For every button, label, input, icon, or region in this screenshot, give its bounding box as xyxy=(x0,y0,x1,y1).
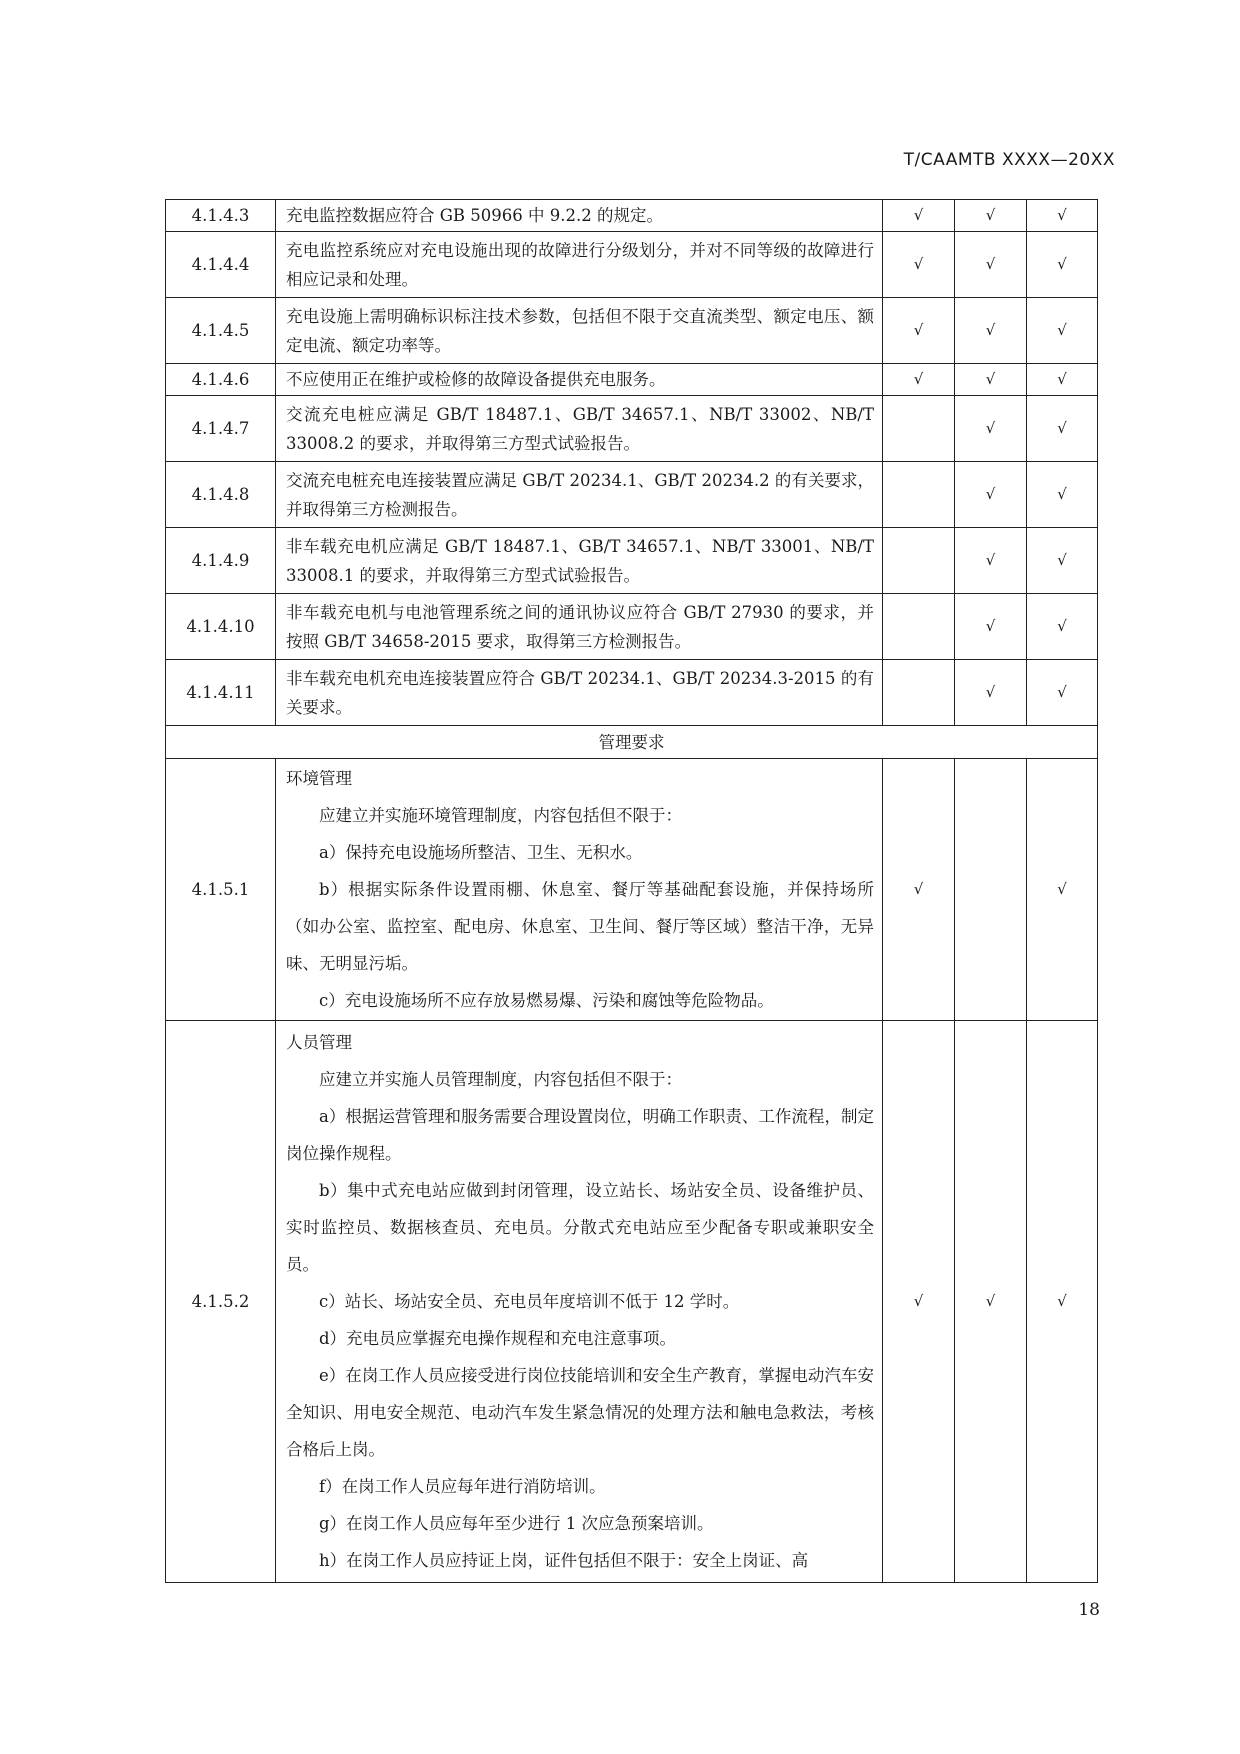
document-code-header: T/CAAMTB XXXX—20XX xyxy=(903,150,1115,170)
requirement-title: 环境管理 xyxy=(286,769,352,788)
check-mark: √ xyxy=(955,364,1027,396)
check-mark xyxy=(883,528,955,594)
requirement-text: 交流充电桩应满足 GB/T 18487.1、GB/T 34657.1、NB/T 33002、NB/T 33008.2 的要求，并取得第三方型式试验报告。 xyxy=(276,396,883,462)
check-mark xyxy=(883,396,955,462)
check-mark: √ xyxy=(1027,462,1098,528)
clause-code: 4.1.5.2 xyxy=(166,1021,276,1583)
clause-code: 4.1.4.9 xyxy=(166,528,276,594)
requirement-line: 应建立并实施环境管理制度，内容包括但不限于： xyxy=(319,806,682,825)
requirement-title: 人员管理 xyxy=(286,1033,352,1052)
check-mark: √ xyxy=(955,396,1027,462)
requirement-line: b）集中式充电站应做到封闭管理，设立站长、场站安全员、设备维护员、实时监控员、数据核查员、充电员。分散式充电站应至少配备专职或兼职安全员。 xyxy=(286,1181,874,1274)
check-mark: √ xyxy=(1027,759,1098,1021)
check-mark: √ xyxy=(883,759,955,1021)
clause-code: 4.1.4.6 xyxy=(166,364,276,396)
clause-code: 4.1.4.3 xyxy=(166,200,276,232)
table-row xyxy=(166,232,1098,298)
requirement-text xyxy=(276,759,883,1021)
table-row xyxy=(166,759,1098,1021)
check-mark: √ xyxy=(883,298,955,364)
section-title: 管理要求 xyxy=(166,726,1098,759)
requirement-line: c）站长、场站安全员、充电员年度培训不低于 12 学时。 xyxy=(319,1292,740,1311)
check-mark xyxy=(883,594,955,660)
requirement-text: 非车载充电机充电连接装置应符合 GB/T 20234.1、GB/T 20234.3-2015 的有关要求。 xyxy=(276,660,883,726)
requirement-line: b）根据实际条件设置雨棚、休息室、餐厅等基础配套设施，并保持场所（如办公室、监控室、配电房、休息室、卫生间、餐厅等区域）整洁干净，无异味、无明显污垢。 xyxy=(286,880,874,973)
check-mark: √ xyxy=(1027,660,1098,726)
clause-code: 4.1.4.5 xyxy=(166,298,276,364)
requirement-line: f）在岗工作人员应每年进行消防培训。 xyxy=(319,1477,606,1496)
requirement-text: 不应使用正在维护或检修的故障设备提供充电服务。 xyxy=(276,364,883,396)
requirement-line: d）充电员应掌握充电操作规程和充电注意事项。 xyxy=(319,1329,677,1348)
table-row xyxy=(166,462,1098,528)
table-row xyxy=(166,396,1098,462)
requirement-line: e）在岗工作人员应接受进行岗位技能培训和安全生产教育，掌握电动汽车安全知识、用电安全规范、电动汽车发生紧急情况的处理方法和触电急救法，考核合格后上岗。 xyxy=(286,1366,874,1459)
check-mark: √ xyxy=(955,232,1027,298)
section-row xyxy=(166,726,1098,759)
check-mark: √ xyxy=(1027,594,1098,660)
check-mark: √ xyxy=(1027,1021,1098,1583)
requirement-text xyxy=(276,1021,883,1583)
requirement-line: a）保持充电设施场所整洁、卫生、无积水。 xyxy=(319,843,643,862)
requirement-line: a）根据运营管理和服务需要合理设置岗位，明确工作职责、工作流程，制定岗位操作规程。 xyxy=(286,1107,874,1163)
table-row xyxy=(166,594,1098,660)
requirement-text: 非车载充电机应满足 GB/T 18487.1、GB/T 34657.1、NB/T 33001、NB/T 33008.1 的要求，并取得第三方型式试验报告。 xyxy=(276,528,883,594)
check-mark: √ xyxy=(883,200,955,232)
clause-code: 4.1.4.7 xyxy=(166,396,276,462)
requirement-line: h）在岗工作人员应持证上岗，证件包括但不限于：安全上岗证、高 xyxy=(319,1551,809,1570)
check-mark: √ xyxy=(955,594,1027,660)
requirement-text: 充电监控数据应符合 GB 50966 中 9.2.2 的规定。 xyxy=(276,200,883,232)
check-mark: √ xyxy=(955,462,1027,528)
check-mark: √ xyxy=(1027,364,1098,396)
page-number: 18 xyxy=(1078,1600,1100,1620)
requirement-text: 充电设施上需明确标识标注技术参数，包括但不限于交直流类型、额定电压、额定电流、额定功率等。 xyxy=(276,298,883,364)
check-mark: √ xyxy=(1027,200,1098,232)
check-mark: √ xyxy=(883,1021,955,1583)
clause-code: 4.1.4.11 xyxy=(166,660,276,726)
check-mark: √ xyxy=(1027,396,1098,462)
check-mark: √ xyxy=(883,364,955,396)
check-mark: √ xyxy=(955,200,1027,232)
check-mark: √ xyxy=(955,528,1027,594)
check-mark: √ xyxy=(955,660,1027,726)
table-row xyxy=(166,1021,1098,1583)
check-mark xyxy=(955,759,1027,1021)
requirement-text: 充电监控系统应对充电设施出现的故障进行分级划分，并对不同等级的故障进行相应记录和处理。 xyxy=(276,232,883,298)
check-mark: √ xyxy=(955,298,1027,364)
check-mark: √ xyxy=(1027,298,1098,364)
requirement-line: g）在岗工作人员应每年至少进行 1 次应急预案培训。 xyxy=(319,1514,714,1533)
requirement-line: c）充电设施场所不应存放易燃易爆、污染和腐蚀等危险物品。 xyxy=(319,991,774,1010)
clause-code: 4.1.4.10 xyxy=(166,594,276,660)
requirement-line: 应建立并实施人员管理制度，内容包括但不限于： xyxy=(319,1070,682,1089)
table-row xyxy=(166,298,1098,364)
requirements-table xyxy=(165,199,1098,1583)
check-mark: √ xyxy=(1027,232,1098,298)
clause-code: 4.1.4.4 xyxy=(166,232,276,298)
check-mark: √ xyxy=(883,232,955,298)
table-row xyxy=(166,660,1098,726)
clause-code: 4.1.5.1 xyxy=(166,759,276,1021)
requirement-text: 非车载充电机与电池管理系统之间的通讯协议应符合 GB/T 27930 的要求，并按照 GB/T 34658-2015 要求，取得第三方检测报告。 xyxy=(276,594,883,660)
table-row xyxy=(166,528,1098,594)
check-mark: √ xyxy=(955,1021,1027,1583)
check-mark: √ xyxy=(1027,528,1098,594)
clause-code: 4.1.4.8 xyxy=(166,462,276,528)
requirement-text: 交流充电桩充电连接装置应满足 GB/T 20234.1、GB/T 20234.2 的有关要求，并取得第三方检测报告。 xyxy=(276,462,883,528)
check-mark xyxy=(883,462,955,528)
table-row xyxy=(166,364,1098,396)
table-row xyxy=(166,200,1098,232)
check-mark xyxy=(883,660,955,726)
